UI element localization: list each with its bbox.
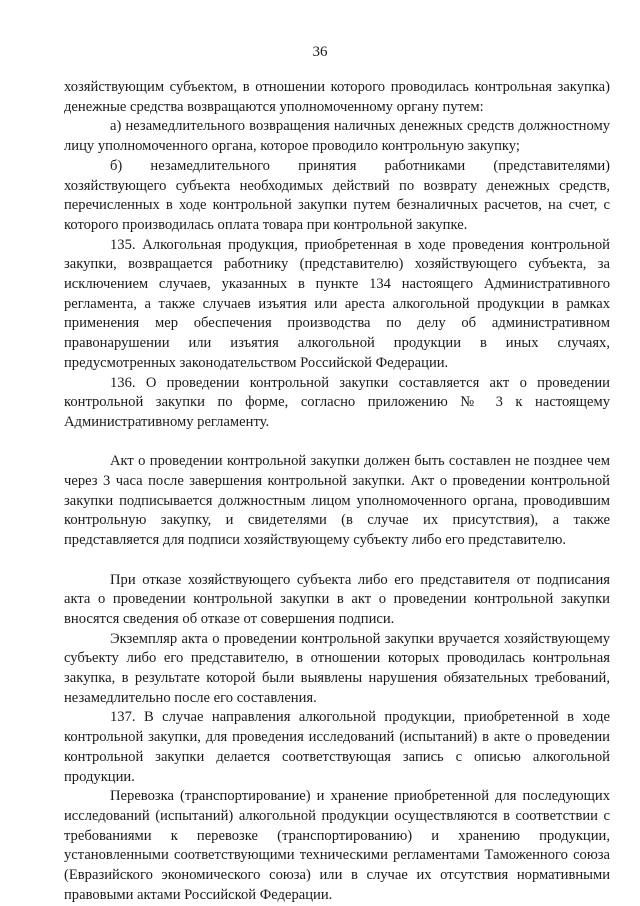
paragraph-item-b: б) незамедлительного принятия работниками (представителями) хозяйствующего субъекта необходимых действий по возврату денежных средств, перечисленных в ходе контрольной закупки путем безналичных расчетов, на счет, с которого производилась оплата товара при контрольной закупке. <box>64 157 610 233</box>
paragraph-137: 137. В случае направления алкогольной продукции, приобретенной в ходе контрольной закупки, для проведения исследований (испытаний) в акте о проведении контрольной закупки делается соответствующая запись с описью алкогольной продукции. <box>64 709 610 785</box>
paragraph-act-deadline: Акт о проведении контрольной закупки должен быть составлен не позднее чем через 3 часа после завершения контрольной закупки. Акт о проведении контрольной закупки подписывается должностным лицом уполномоченного органа, проводившим контрольную закупку, и свидетелями (в случае их присутствия), а также представляется для подписи хозяйствующему субъекту либо его представителю. <box>64 453 610 549</box>
page-number: 36 <box>312 44 328 60</box>
paragraph-refusal: При отказе хозяйствующего субъекта либо его представителя от подписания акта о проведении контрольной закупки в акт о проведении контрольной закупки вносятся сведения об отказе от совершения подписи. <box>64 571 610 627</box>
paragraph-transport: Перевозка (транспортирование) и хранение приобретенной для последующих исследований (испытаний) алкогольной продукции осуществляются в соответствии с требованиями к перевозке (транспортированию) и хранению продукции, установленными соответствующими техническими регламентами Таможенного союза (Евразийского экономического союза) или в случае их отсутствия нормативными правовыми актами Российской Федерации. <box>64 788 610 903</box>
paragraph-item-a: а) незамедлительного возвращения наличных денежных средств должностному лицу уполномоченного органа, которое проводило контрольную закупку; <box>64 118 610 155</box>
paragraph-136: 136. О проведении контрольной закупки составляется акт о проведении контрольной закупки по форме, согласно приложению № 3 к настоящему Административному регламенту. <box>64 374 610 430</box>
paragraph-135: 135. Алкогольная продукция, приобретенная в ходе проведения контрольной закупки, возвращается работнику (представителю) хозяйствующего субъекта, за исключением случаев, указанных в пункте 134 настоящего Административного регламента, а также случаев изъятия или ареста алкогольной продукции в рамках применения мер обеспечения производства по делу об административном правонарушении или изъятия алкогольной продукции в иных случаях, предусмотренных законодательством Российской Федерации. <box>64 236 610 371</box>
paragraph-copy-handover: Экземпляр акта о проведении контрольной закупки вручается хозяйствующему субъекту либо его представителю, в отношении которых проводилась контрольная закупка, в результате которой были выявлены нарушения обязательных требований, незамедлительно после его составления. <box>64 630 610 706</box>
paragraph-continuation: хозяйствующим субъектом, в отношении которого проводилась контрольная закупка) денежные средства возвращаются уполномоченному органу путем: <box>64 79 610 115</box>
document-body <box>64 78 610 906</box>
